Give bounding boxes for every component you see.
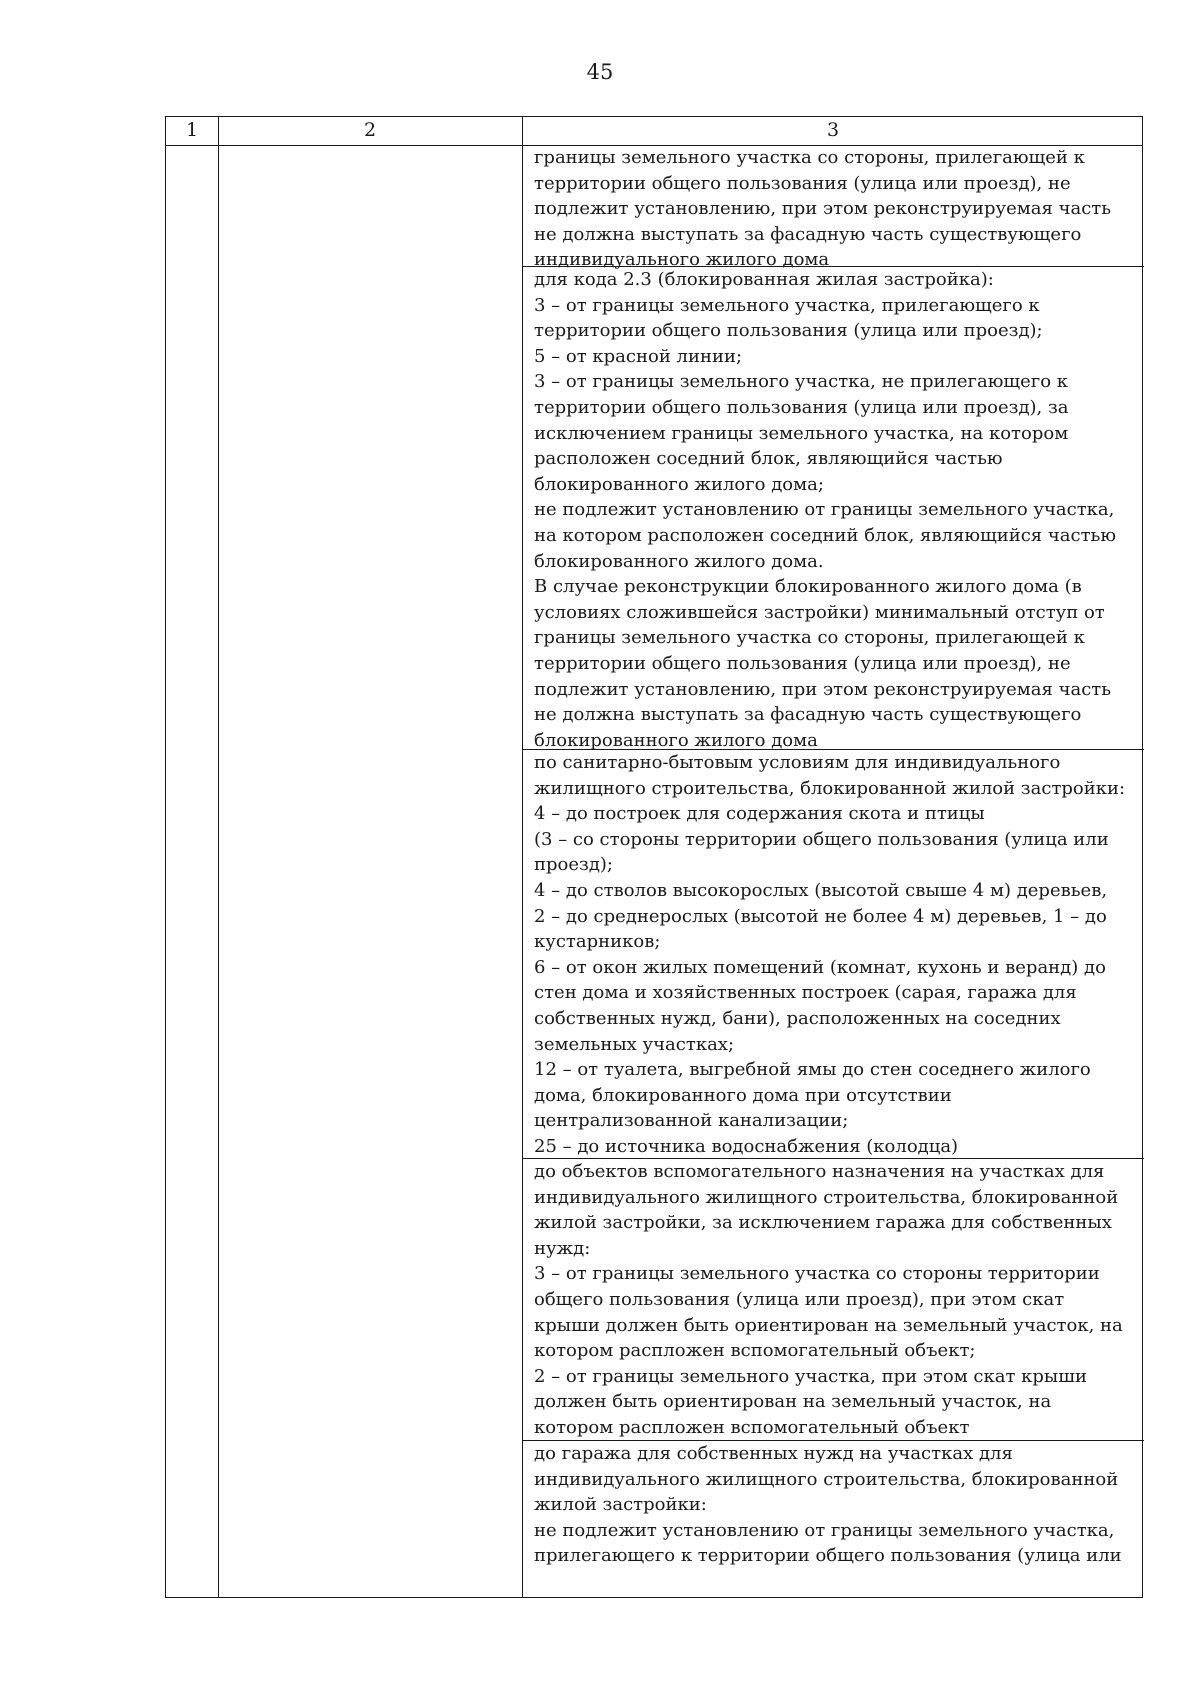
table-cell-text: по санитарно-бытовым условиям для индивидуального жилищного строительства, блокированной жилой застройки: 4 – до построек для содержания скота и птицы (3 – со стороны территории общего пользования (улица или проезд); 4 – до стволов высокорослых (высотой свыше 4 м) деревьев, 2 – до среднерослых (высотой не более 4 м) деревьев, 1 – до кустарников; 6 – от окон жилых помещений (комнат, кухонь и веранд) до стен дома и хозяйственных построек (сарая, гаража для собственных нужд, бани), расположенных на соседних земельных участках; 12 – от туалета, выгребной ямы до стен соседнего жилого дома, блокированного дома при отсутствии централизованной канализации; 25 – до источника водоснабжения (колодца) [522, 750, 1144, 1159]
table-cell-text: для кода 2.3 (блокированная жилая застройка): 3 – от границы земельного участка, прилегающего к территории общего пользования (улица или проезд); 5 – от красной линии; 3 – от границы земельного участка, не прилегающего к территории общего пользования (улица или проезд), за исключением границы земельного участка, на котором расположен соседний блок, являющийся частью блокированного жилого дома; не подлежит установлению от границы земельного участка, на котором расположен соседний блок, являющийся частью блокированного жилого дома. В случае реконструкции блокированного жилого дома (в условиях сложившейся застройки) минимальный отступ от границы земельного участка со стороны, прилегающей к территории общего пользования (улица или проезд), не подлежит установлению, при этом реконструируемая часть не должна выступать за фасадную часть существующего блокированного жилого дома [522, 267, 1144, 750]
table-cell-text: до объектов вспомогательного назначения на участках для индивидуального жилищного строительства, блокированной жилой застройки, за исключением гаража для собственных нужд: 3 – от границы земельного участка со стороны территории общего пользования (улица или проезд), при этом скат крыши должен быть ориентирован на земельный участок, на котором распложен вспомогательный объект; 2 – от границы земельного участка, при этом скат крыши должен быть ориентирован на земельный участок, на котором распложен вспомогательный объект [522, 1159, 1144, 1441]
header-cell-3: 3 [826, 119, 840, 141]
table-header-row [166, 117, 1142, 146]
header-cell-2: 2 [363, 119, 377, 141]
page-number: 45 [586, 60, 614, 84]
header-cell-1: 1 [185, 119, 199, 141]
regulations-table [165, 116, 1143, 1598]
table-cell-text: границы земельного участка со стороны, прилегающей к территории общего пользования (улица или проезд), не подлежит установлению, при этом реконструируемая часть не должна выступать за фасадную часть существующего индивидуального жилого дома [522, 145, 1144, 267]
column-divider [218, 117, 219, 1597]
table-cell-text: до гаража для собственных нужд на участках для индивидуального жилищного строительства, блокированной жилой застройки: не подлежит установлению от границы земельного участка, прилегающего к территории общего пользования (улица или [534, 1443, 1122, 1567]
